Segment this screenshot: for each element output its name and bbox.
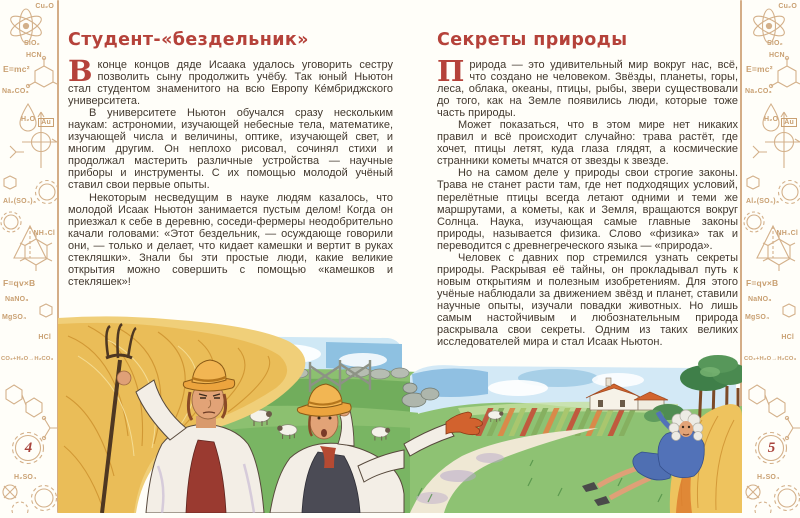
molecule-icon [10,146,24,158]
molecule-icon [769,56,800,87]
formula-doodle: NH₄Cl [777,230,798,237]
formula-doodle: SiO₂ [767,40,783,47]
page-title-right: Секреты природы [437,30,738,50]
formula-doodle: Cu₂O [778,3,797,10]
right-border-doodles [743,0,800,513]
formula-doodle: Al₂(SO₄)₃ [746,198,779,205]
gear-icon [1,212,21,232]
formula-doodle: Au [38,118,54,127]
gear-icon [755,502,771,513]
formula-doodle: Cu₂O [35,3,54,10]
drop-cap: П [437,59,469,83]
left-page [68,30,393,288]
paragraph-text: конце концов дяде Исаака удалось уговорить сестру позволить сыну продолжить учёбу. Так юный Ньютон стал студентом знаменитого на всю Европу Ке́мбриджского университета. [68,59,393,107]
benzene-icon [763,233,795,271]
left-border-doodles [0,0,57,513]
paragraph [437,59,738,119]
atom-icon [8,9,44,43]
formula-doodle: Na₂CO₃ [745,88,772,95]
formula-doodle: HCl [781,334,794,341]
molecule-icon [6,385,42,417]
gear-icon [12,502,28,513]
formula-doodle: MgSO₄ [745,314,770,321]
hexagon-icon [4,176,16,189]
formula-doodle: H₂SO₄ [757,474,780,481]
gear-icon [744,212,764,232]
gear-icon [779,181,800,204]
hexagon-icon [40,304,52,317]
right-page [437,30,738,348]
molecule-icon [26,56,57,87]
formula-doodle: SiO₂ [24,40,40,47]
gear-icon [32,486,57,511]
page-number-left: 4 [0,440,57,457]
formula-doodle: MgSO₄ [2,314,27,321]
gear-icon [36,181,58,204]
paragraph: Может показаться, что в этом мире нет никаких правил и всё происходит случайно: трава растёт, где хочет, птицы летят, куда глаза глядят, а космические странники кометы мчатся от звезды к звезде. [437,119,738,167]
left-scene [58,316,418,513]
drop-cap: В [68,59,98,83]
paragraph-text: рирода — это удивительный мир вокруг нас, всё, что создано не человеком. Звёзды, планеты, горы, леса, облака, океаны, птицы, рыбы, звери существовали до того, как на Земле появились люди, которые тоже часть природы. [437,59,738,119]
molecule-icon [785,416,800,439]
paragraph [68,59,393,107]
paragraph: Но на самом деле у природы свои строгие законы. Трава не станет расти там, где нет подходящих условий, перелётные птицы всегда летают одними и теми же маршрутами, а кометы, как и Земля, вращаются вокруг Солнца. Наука, изучающая самые главные законы природы, называется физика. Слово «физика» так и переводится с древнегреческого языка — «природа». [437,167,738,251]
formula-doodle: H₂SO₄ [14,474,37,481]
paragraph: Некоторым несведущим в науке людям казалось, что молодой Исаак Ньютон занимается пустым делом! Когда он приезжал к себе в деревню, соседи-фермеры неодобрительно качали головами: «Этот бездельник, — осуждающе говорили они, — только и делает, что кидает камешки и вертит в руках стекляшки». Знали бы эти простые люди, какие великие открытия можно совершить с помощью «камешков и стекляшек»! [68,192,393,288]
formula-doodle: E=mc² [746,64,773,74]
formula-doodle: CO₂+H₂O→H₂CO₃ [744,356,796,362]
formula-doodle: HCl [38,334,51,341]
gear-icon [746,485,760,499]
molecule-icon [749,385,785,417]
science-doodles-border [0,0,57,513]
formula-doodle: F=qv×B [3,278,35,288]
atom-icon [751,9,787,43]
gear-icon [775,486,800,511]
hexagon-icon [747,176,759,189]
formula-doodle: Au [781,118,797,127]
molecule-icon [753,146,767,158]
formula-doodle: H₂O [21,116,35,123]
right-border-strip [743,0,800,513]
formula-doodle: E=mc² [3,64,30,74]
gear-icon [3,485,17,499]
page-number-right: 5 [743,440,800,457]
paragraph: В университете Ньютон обучался сразу нескольким наукам: астрономии, изучающей небесные тела, математике, изучающей числа и величины, оптике, изучающей свет, и многим другим. Он неплохо рисовал, сочинял стихи и продолжал мастерить различные устройства — научные приборы и инструменты. С их помощью молодой учёный ставил свои первые опыты. [68,107,393,191]
formula-doodle: Al₂(SO₄)₃ [3,198,36,205]
formula-doodle: HCN [769,52,785,59]
left-border-strip [0,0,57,513]
formula-doodle: NaNO₃ [5,296,29,303]
paragraph: Человек с давних пор стремился узнать секреты природы. Раскрывая её тайны, он прокладывал путь к новым открытиям и полезным изобретениям. Для этого учёные наблюдали за движением звёзд и планет, ставили научные опыты, изучали повадки животных. Но лишь самым настойчивым и любознательным природа раскрывала свои секреты. Одним из таких великих исследователей мира и стал Исаак Ньютон. [437,252,738,348]
molecule-icon [42,416,57,439]
formula-doodle: NaNO₃ [748,296,772,303]
farm-illustration [58,316,742,513]
formula-doodle: Na₂CO₃ [2,88,29,95]
page-title-left: Студент-«бездельник» [68,30,393,50]
science-doodles-border [743,0,800,513]
formula-doodle: F=qv×B [746,278,778,288]
hexagon-icon [783,304,795,317]
formula-doodle: NH₄Cl [34,230,55,237]
formula-doodle: HCN [26,52,42,59]
right-scene [402,355,742,513]
formula-doodle: H₂O [764,116,778,123]
benzene-icon [20,233,52,271]
formula-doodle: CO₂+H₂O→H₂CO₃ [1,356,53,362]
